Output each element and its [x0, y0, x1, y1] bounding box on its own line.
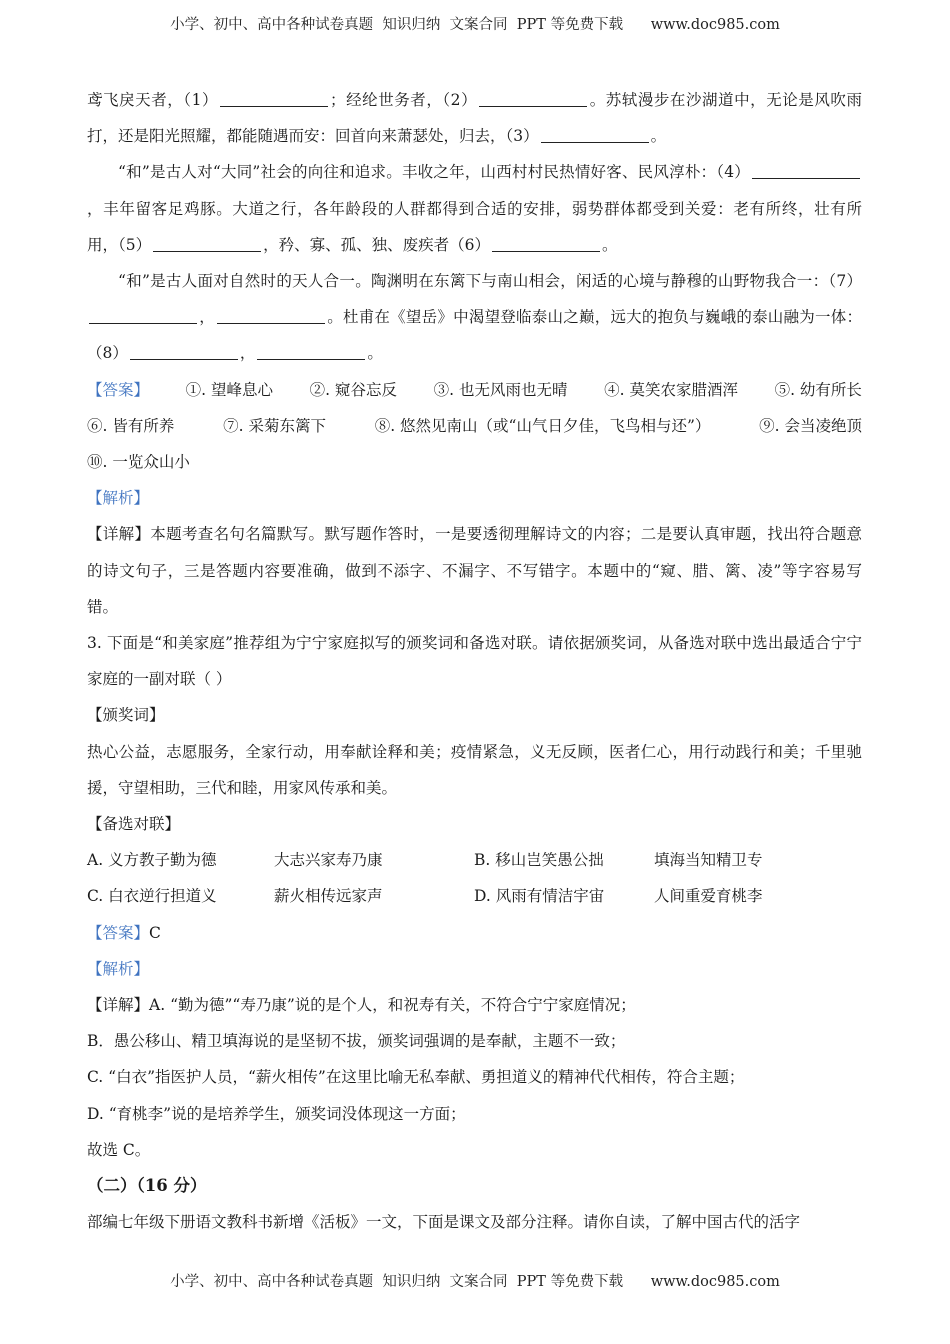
text: ，: [239, 344, 256, 363]
fill-blank-para-1: [87, 82, 862, 154]
option-row-cd: [87, 878, 862, 914]
blank-4: [752, 161, 860, 179]
detail-tag: 【详解】: [87, 525, 151, 544]
fill-blank-para-2: [87, 154, 862, 263]
answer-tag: 【答案】: [87, 923, 150, 942]
detail-text: 本题考查名句名篇默写。默写题作答时，一是要透彻理解诗文的内容；二是要认真审题，找出符合题意的诗文句子，三是答题内容要准确，做到不添字、不漏字、不写错字。本题中的“窥、腊、篱、凌”等字容易写错。: [87, 525, 862, 616]
answer-value: C: [149, 923, 161, 942]
option-a-upper: A. 义方教子勤为德: [87, 851, 217, 870]
blank-8b: [257, 342, 365, 360]
detail-line: D. “育桃李”说的是培养学生，颁奖词没体现这一方面；: [87, 1104, 466, 1123]
blank-3: [541, 125, 649, 143]
text: 吹雨打，还是阳光照耀，都能随遇而安：回首向来萧瑟处，归去，（3）: [87, 91, 862, 146]
option-a-lower: 大志兴家寿乃康: [274, 851, 383, 870]
text: 。: [367, 344, 383, 363]
answer-row-3: [87, 444, 862, 480]
answer-tag: 【答案】: [87, 380, 150, 399]
answer-item: ⑧. 悠然见南山（或“山气日夕佳，飞鸟相与还”）: [374, 416, 711, 435]
text: 泰山融为一体：（8）: [87, 308, 862, 363]
answer-item: ⑨. 会当凌绝顶: [759, 416, 862, 435]
answer-item: ⑩. 一览众山小: [87, 453, 190, 472]
award-text: 热心公益，志愿服务，全家行动，用奉献诠释和美；疫情紧急，义无反顾，医者仁心，用行动践行和美；千里驰援，守望相助，三代和睦，用家风传承和美。: [87, 742, 862, 797]
detail-line: 故选 C。: [87, 1140, 151, 1159]
answer-item: ⑥. 皆有所养: [87, 416, 175, 435]
text: 鸢飞戾天者，（1）: [87, 91, 219, 109]
blank-2: [479, 89, 587, 107]
answer-q3: [87, 915, 862, 951]
option-b-lower: 填海当知精卫专: [654, 851, 763, 870]
blank-7b: [217, 306, 325, 324]
answer-item: ②. 窥谷忘反: [309, 380, 397, 399]
text: ，: [199, 308, 215, 327]
detail-line: C. “白衣”指医护人员，“薪火相传”在这里比喻无私奉献、勇担道义的精神代代相传，符合主题；: [87, 1068, 745, 1087]
option-c-lower: 薪火相传远家声: [274, 887, 383, 906]
blank-8a: [130, 342, 238, 360]
text: 一：（7）: [796, 272, 862, 291]
option-row-ab: [87, 842, 862, 878]
blank-5: [153, 234, 261, 252]
answer-item: ⑦. 采菊东篱下: [223, 416, 326, 435]
text: 。杜甫在《望岳》中渴望登临泰山之巅，远大的抱负与巍峨的: [326, 308, 753, 327]
section-title: （二）（16 分）: [87, 1176, 207, 1196]
text: ，矜、寡、孤、独、废疾者（6）: [263, 235, 490, 254]
detail-tag: 【详解】: [87, 996, 150, 1015]
answer-item: ①. 望峰息心: [185, 380, 273, 399]
analysis-tag: 【解析】: [87, 489, 150, 508]
detail-text: A. “勤为德”“寿乃康”说的是个人，和祝寿有关，不符合宁宁家庭情况；: [149, 996, 636, 1015]
option-b-upper: B. 移山岂笑愚公拙: [474, 851, 604, 870]
document-body: [87, 82, 862, 1241]
analysis-detail-1: [87, 516, 862, 625]
text: ；经纶世务者，（2）: [330, 91, 478, 109]
analysis-tag: 【解析】: [87, 959, 150, 978]
option-c-upper: C. 白衣逆行担道义: [87, 887, 217, 906]
text: 。: [602, 235, 618, 254]
couplet-tag: 【备选对联】: [87, 815, 181, 834]
detail-line: B．愚公移山、精卫填海说的是坚韧不拔，颁奖词强调的是奉献，主题不一致；: [87, 1032, 626, 1051]
page-header: 小学、初中、高中各种试卷真题 知识归纳 文案合同 PPT 等免费下载 www.doc985.com: [170, 17, 780, 33]
answer-item: ③. 也无风雨也无晴: [433, 380, 568, 399]
detail-line: [87, 987, 862, 1023]
answer-row-2: [87, 408, 862, 444]
answer-item: ④. 莫笑农家腊酒浑: [604, 380, 738, 399]
fill-blank-para-3: [87, 263, 862, 372]
option-d-lower: 人间重爱育桃李: [654, 887, 763, 906]
text: “和”是古人面对自然时的天人合一。陶渊明在东篱下与南山相会，闲适的心境与静穆的山野物我合: [118, 272, 797, 291]
text: ，丰年留客足鸡豚。大道之行，各年龄段的人群都得到合适的安排，弱势群体都受到关爱：: [87, 199, 734, 218]
blank-6: [492, 234, 600, 252]
option-d-upper: D. 风雨有情洁宇宙: [474, 887, 605, 906]
award-tag: 【颁奖词】: [87, 706, 165, 725]
text: 。苏轼漫步在沙湖道中，无论是风: [589, 91, 831, 109]
text: 。: [650, 127, 667, 146]
blank-1: [220, 89, 328, 107]
text: 老有所终，壮有所用，（5）: [87, 199, 862, 254]
page-footer: 小学、初中、高中各种试卷真题 知识归纳 文案合同 PPT 等免费下载 www.doc985.com: [170, 1274, 780, 1290]
blank-7a: [89, 306, 197, 324]
question-3-stem: 3. 下面是“和美家庭”推荐组为宁宁家庭拟写的颁奖词和备选对联。请依据颁奖词，从备选对联中选出最适合宁宁家庭的一副对联（ ）: [87, 634, 862, 689]
answer-row-1: [87, 372, 862, 408]
text: “和”是古人对“大同”社会的向往和追求。丰收之年，山西村村民热情好客、民风淳朴：（4）: [118, 163, 750, 182]
answer-item: ⑤. 幼有所长: [774, 380, 862, 399]
section-intro: 部编七年级下册语文教科书新增《活板》一文，下面是课文及部分注释。请你自读，了解中国古代的活字: [87, 1213, 801, 1232]
